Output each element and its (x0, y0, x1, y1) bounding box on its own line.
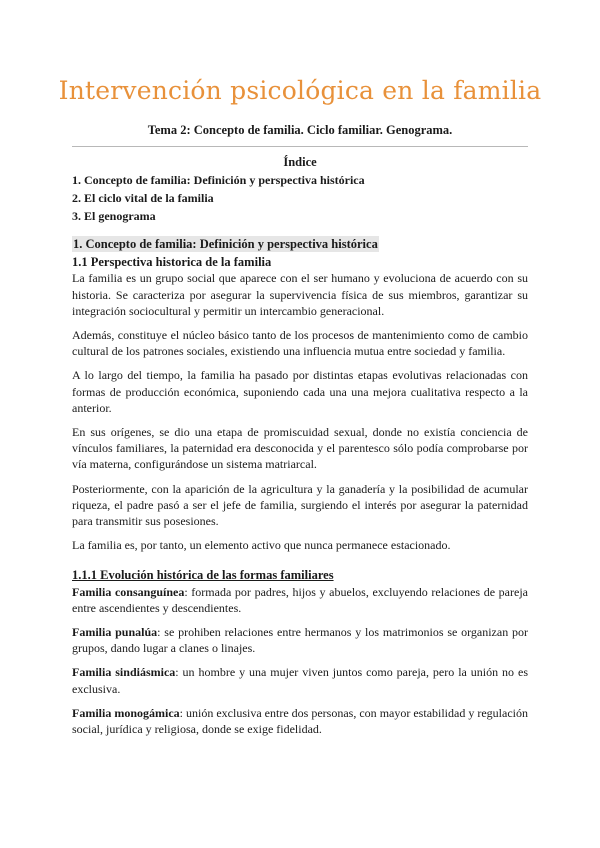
section-1-1-heading: 1.1 Perspectiva historica de la familia (72, 255, 272, 270)
family-entry (72, 664, 528, 696)
section-1-1-1-heading: 1.1.1 Evolución histórica de las formas familiares (72, 568, 334, 583)
family-entry (72, 584, 528, 616)
family-entry-term: Familia punalúa (72, 625, 158, 640)
title-divider (72, 146, 528, 147)
family-entry-term: Familia consanguínea (72, 584, 185, 599)
family-entry-term: Familia sindiásmica (72, 665, 176, 680)
index-heading: Índice (283, 155, 317, 169)
index-item-3: 3. El genograma (72, 209, 156, 224)
section-1-1-1 (72, 567, 528, 737)
paragraph-4: En sus orígenes, se dio una etapa de promiscuidad sexual, donde no existía conciencia de vínculos familiares, la paternidad era desconocida y el parentesco sólo podía comprobarse por vía materna, configurándose un sistema matriarcal. (72, 425, 528, 472)
family-entry-text: : un hombre y una mujer viven juntos como pareja, pero la unión no es exclusiva. (72, 665, 528, 696)
paragraph-1: La familia es un grupo social que aparece con el ser humano y evoluciona de acuerdo con su historia. Se caracteriza por asegurar la supervivencia física de sus miembros, garantizar su integración sociocultural y permitir un intercambio generacional. (72, 271, 528, 318)
document-title: Intervención psicológica en la familia (58, 76, 542, 105)
document-subtitle: Tema 2: Concepto de familia. Ciclo familiar. Genograma. (147, 123, 453, 137)
paragraph-6: La familia es, por tanto, un elemento activo que nunca permanece estacionado. (72, 538, 451, 553)
family-entry (72, 705, 528, 737)
paragraph-3: A lo largo del tiempo, la familia ha pasado por distintas etapas evolutivas relacionadas con formas de producción económica, suponiendo cada una una mejora cualitativa respecto a la anterior. (72, 368, 528, 415)
paragraph-2: Además, constituye el núcleo básico tanto de los procesos de mantenimiento como de cambio cultural de los patrones sociales, existiendo una influencia mutua entre sociedad y familia. (72, 328, 528, 359)
index-list (72, 172, 528, 227)
index-item-2: 2. El ciclo vital de la familia (72, 191, 214, 206)
family-entry-term: Familia monogámica (72, 705, 180, 720)
section-1 (72, 236, 528, 737)
paragraph-5: Posteriormente, con la aparición de la agricultura y la ganadería y la posibilidad de acumular riqueza, el padre pasó a ser el jefe de familia, surgiendo el interés por asegurar la paternidad para transmitir sus posesiones. (72, 481, 528, 529)
family-entry-text: : unión exclusiva entre dos personas, con mayor estabilidad y regulación social, jurídica y religiosa, donde se exige fidelidad. (72, 705, 529, 737)
section-1-heading: 1. Concepto de familia: Definición y perspectiva histórica (73, 237, 378, 251)
family-entry-text: : se prohiben relaciones entre hermanos y los matrimonios se organizan por grupos, dando lugar a clanes o linajes. (72, 625, 529, 656)
index-item-1: 1. Concepto de familia: Definición y perspectiva histórica (72, 173, 365, 187)
family-entry (72, 624, 528, 656)
family-entry-text: : formada por padres, hijos y abuelos, excluyendo relaciones de pareja entre ascendientes y descendientes. (72, 584, 528, 615)
